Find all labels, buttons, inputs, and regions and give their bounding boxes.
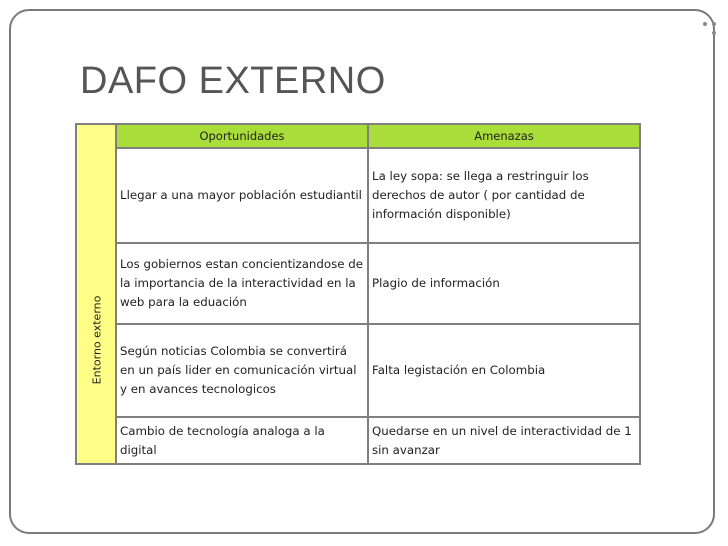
header-row [117, 125, 639, 148]
table-row [117, 243, 639, 324]
table-row [117, 324, 639, 418]
threat-cell: Plagio de información [368, 243, 639, 324]
opportunity-cell: Cambio de tecnología analoga a la digital [117, 417, 368, 463]
corner-dot [703, 22, 707, 26]
side-column [77, 125, 117, 463]
side-label: Entorno externo [90, 295, 104, 385]
table-row [117, 148, 639, 243]
header-opportunities: Oportunidades [117, 125, 368, 148]
header-threats: Amenazas [368, 125, 639, 148]
opportunity-cell: Los gobiernos estan concientizandose de la importancia de la interactividad en la web para la eduación [117, 243, 368, 324]
corner-dot [712, 22, 716, 26]
threat-cell: La ley sopa: se llega a restringuir los derechos de autor ( por cantidad de información disponible) [368, 148, 639, 243]
swot-table [75, 123, 641, 465]
table-row [117, 417, 639, 463]
threat-cell: Falta legistación en Colombia [368, 324, 639, 418]
corner-dot [712, 31, 716, 35]
threat-cell: Quedarse en un nivel de interactividad de 1 sin avanzar [372, 423, 632, 457]
opportunity-cell: Según noticias Colombia se convertirá en un país lider en comunicación virtual y en avances tecnologicos [117, 324, 368, 418]
swot-grid [117, 125, 639, 463]
page-title: DAFO EXTERNO [80, 60, 386, 102]
opportunity-cell: Llegar a una mayor población estudiantil [117, 148, 368, 243]
